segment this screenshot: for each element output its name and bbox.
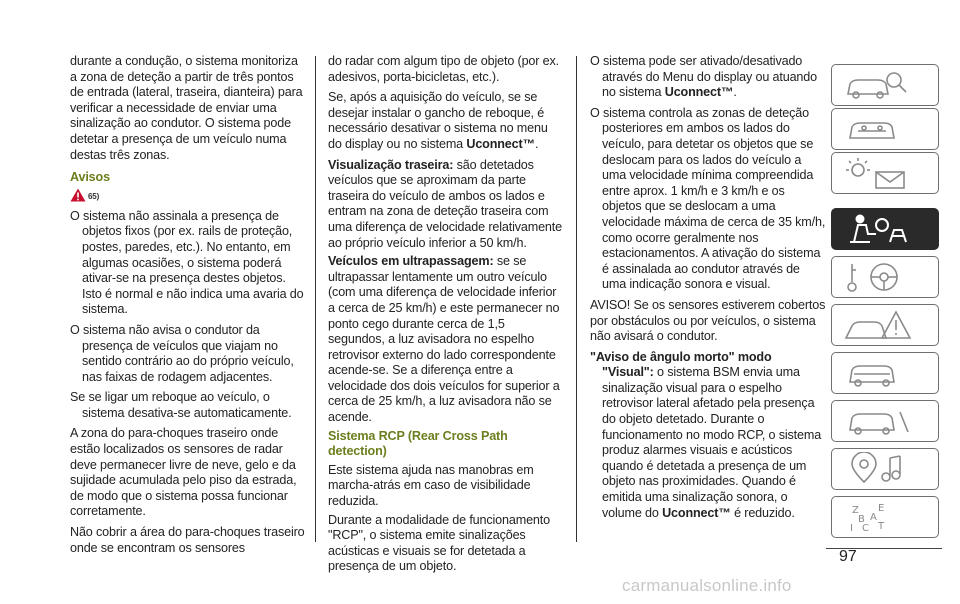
text: é reduzido.	[730, 505, 795, 520]
brand-name: Uconnect™	[664, 85, 734, 100]
paragraph: O sistema não assinala a presença de objetos fixos (por ex. rails de proteção, postes, paredes, etc.). No entanto, em algumas ocasiões, o sistema poderá ativar-se na presença destes objetos. Isto é normal e não indica uma avaria do sistema.	[70, 208, 304, 317]
text-column-3	[590, 54, 826, 526]
wrench-car-icon	[840, 404, 920, 438]
text-column-2	[328, 54, 564, 580]
paragraph: Durante a modalidade de funcionamento "RCP", o sistema emite sinalizações acústicas e visuais se for detetada a presença de um objeto.	[328, 512, 550, 574]
nav-tab-maintenance[interactable]	[831, 352, 939, 394]
paragraph	[328, 158, 564, 252]
brand-name: Uconnect™	[662, 505, 731, 520]
inline-heading: Veículos em ultrapassagem:	[328, 254, 494, 269]
nav-tab-emergency[interactable]	[831, 304, 939, 346]
lights-mail-icon	[840, 156, 920, 190]
text: Se, após a aquisição do veículo, se se desejar instalar o gancho de reboque, é necessário desativar o sistema no menu do display ou no sistema	[328, 90, 548, 151]
svg-text:A: A	[870, 512, 877, 523]
paragraph	[590, 54, 826, 101]
dashboard-car-icon	[840, 112, 920, 146]
paragraph: O sistema não avisa o condutor da presença de veículos que viajam no sentido contrário ao do próprio veículo, nas faixas de rodagem adjacentes.	[70, 322, 294, 384]
nav-tab-lights[interactable]	[831, 152, 939, 194]
nav-tab-multimedia[interactable]	[831, 448, 939, 490]
inline-heading: Visualização traseira:	[328, 157, 454, 172]
paragraph: Se se ligar um reboque ao veículo, o sistema desativa-se automaticamente.	[70, 390, 292, 420]
warning-triangle-icon	[70, 188, 86, 202]
text: .	[535, 136, 539, 151]
car-service-icon	[840, 356, 920, 390]
text: são detetados veículos que se aproximam da parte traseira do veículo de ambos os lados e entram na zona de deteção traseira com uma diferença de velocidade relativamente ao próprio veículo inferior a 50 km/h.	[328, 157, 562, 250]
paragraph	[590, 350, 826, 522]
paragraph: AVISO! Se os sensores estiverem cobertos por obstáculos ou por veículos, o sistema não avisará o condutor.	[590, 297, 826, 344]
column-divider	[576, 56, 577, 542]
key-steering-wheel-icon	[840, 260, 920, 294]
paragraph: do radar com algum tipo de objeto (por ex. adesivos, porta-bicicletas, etc.).	[328, 54, 560, 84]
svg-text:C: C	[862, 523, 869, 534]
brand-name: Uconnect™	[466, 136, 535, 151]
column-divider	[315, 56, 316, 542]
airbag-seat-icon	[840, 212, 920, 246]
svg-text:I: I	[850, 523, 853, 534]
alphabet-index-icon	[840, 500, 920, 534]
paragraph: A zona do para-choques traseiro onde estão localizados os sensores de radar deve permanecer livre de neve, gelo e da sujidade acumulada pelo piso da estrada, de modo que o sistema possa funcionar corretamente.	[70, 426, 297, 519]
text: se se ultrapassar lentamente um outro veículo (com uma diferença de velocidade inferior a cerca de 25 km/h) e este permanecer no ponto cego durante cerca de 1,5 segundos, a luz avisadora no espelho retrovisor externo do lado correspondente acende-se. Se a diferença entre a velocidade dos dois veículos for superior a cerca de 25 km/h, a luz avisadora não se acende.	[328, 254, 560, 425]
svg-text:Z: Z	[852, 505, 859, 516]
nav-tab-technical[interactable]	[831, 400, 939, 442]
nav-tab-dashboard[interactable]	[831, 108, 939, 150]
text: .	[733, 85, 737, 100]
text: o sistema BSM envia uma sinalização visual para o espelho retrovisor lateral afetado pela presença do objeto detetado. Durante o funcionamento no modo RCP, o sistema produz alarmes visuais e acústicos quando é detetada a presença de um objeto nas proximidades. Quando é emitida uma sinalização sonora, o volume do	[602, 365, 822, 520]
road-warning-car-icon	[840, 308, 920, 342]
avisos-heading: Avisos	[70, 170, 110, 185]
car-search-icon	[840, 68, 920, 102]
svg-text:T: T	[878, 521, 885, 532]
page-number: 97	[839, 548, 857, 565]
watermark: carmanualsonline.info	[622, 576, 792, 595]
nav-tab-safety[interactable]	[831, 208, 939, 250]
nav-tab-car-search[interactable]	[831, 64, 939, 106]
nav-tab-index[interactable]	[831, 496, 939, 538]
inline-heading: "Aviso de ângulo morto" modo "Visual":	[590, 349, 772, 380]
nav-tab-starting[interactable]	[831, 256, 939, 298]
warning-ref-number: 65)	[88, 191, 100, 201]
paragraph: durante a condução, o sistema monitoriza a zona de deteção a partir de três pontos de entrada (lateral, traseira, dianteira) para verificar a necessidade de enviar uma sinalização ao condutor. O sistema pode detetar a presença de um veículo numa destas três zonas.	[70, 54, 303, 162]
text-column-1	[70, 54, 306, 561]
paragraph: O sistema controla as zonas de deteção posteriores em ambos os lados do veículo, para detetar os objetos que se deslocam para os lados do veículo a uma velocidade mínima compreendida entre aprox. 1 km/h e 3 km/h e os objetos que se deslocam a uma velocidade máxima de cerca de 35 km/h, como ocorre geralmente nos estacionamentos. A ativação do sistema é assinalada ao condutor através de uma indicação sonora e visual.	[590, 105, 826, 292]
svg-text:E: E	[878, 503, 885, 514]
map-music-icon	[840, 452, 920, 486]
paragraph: Não cobrir a área do para-choques traseiro onde se encontram os sensores	[70, 525, 305, 555]
text: O sistema pode ser ativado/desativado através do Menu do display ou atuando no sistema	[590, 54, 817, 100]
rcp-heading: Sistema RCP (Rear Cross Path detection)	[328, 428, 508, 459]
paragraph	[328, 254, 564, 426]
svg-text:B: B	[858, 514, 865, 525]
warning-reference	[70, 188, 306, 204]
paragraph: Este sistema ajuda nas manobras em marcha-atrás em caso de visibilidade reduzida.	[328, 462, 534, 509]
paragraph	[328, 90, 564, 152]
